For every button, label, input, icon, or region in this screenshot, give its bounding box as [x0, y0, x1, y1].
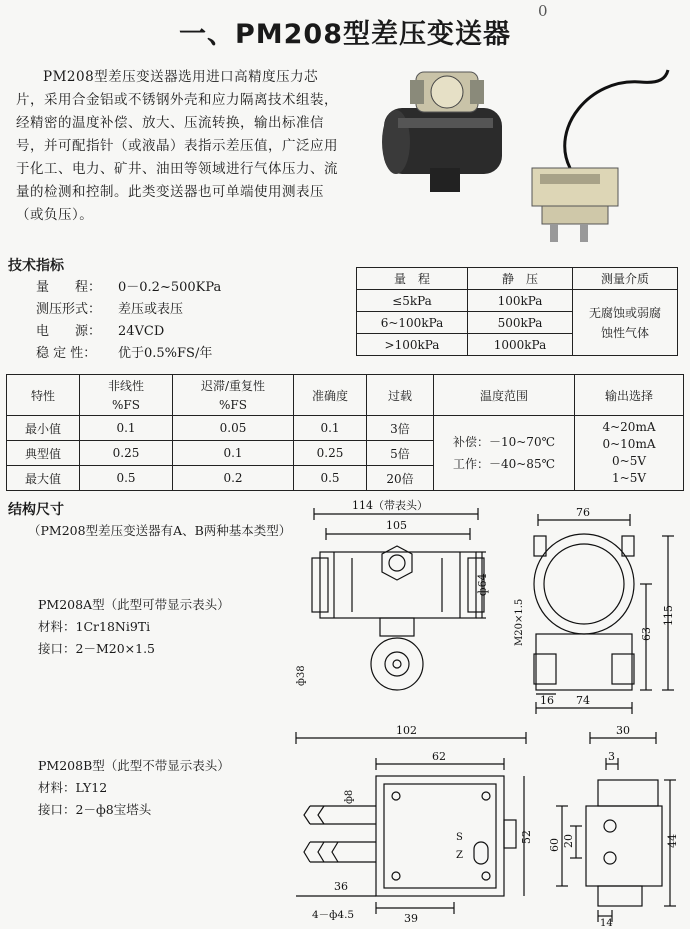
- type-b-material: 材料：LY12: [38, 780, 108, 795]
- type-a-info: [38, 594, 230, 660]
- drawing-a-front: [296, 496, 496, 706]
- perf-temp: [434, 416, 575, 491]
- perf-cell: 0.05: [173, 416, 294, 441]
- output-option: 0~5V: [612, 454, 646, 468]
- dim-a-63: 63: [640, 627, 653, 641]
- spec-label: 电 源：: [36, 324, 102, 339]
- type-b-name: PM208B型（此型不带显示表头）: [38, 758, 230, 773]
- dim-a-16: 16: [540, 694, 554, 707]
- performance-table: [6, 374, 684, 491]
- product-photo-a: [378, 58, 528, 198]
- dim-b-102: 102: [396, 724, 417, 737]
- output-option: 1~5V: [612, 471, 646, 485]
- drawing-b-side: [546, 724, 686, 929]
- dim-b-30: 30: [616, 724, 630, 737]
- perf-cell: 0.25: [80, 441, 173, 466]
- dim-a-d38: ф38: [296, 665, 307, 686]
- range-cell: 1000kPa: [468, 334, 573, 356]
- perf-cell: 0.5: [294, 466, 367, 491]
- range-header: 量 程: [357, 268, 468, 290]
- dim-a-d64: ф64: [476, 573, 489, 596]
- temp-work: 工作：－40~85℃: [452, 457, 556, 471]
- range-cell: 6~100kPa: [357, 312, 468, 334]
- perf-header: 温度范围: [434, 375, 575, 416]
- type-a-port: 接口：2－M20×1.5: [38, 641, 156, 656]
- range-cell: ≤5kPa: [357, 290, 468, 312]
- perf-cell: 最大值: [7, 466, 80, 491]
- dim-b-36: 36: [334, 880, 348, 893]
- perf-subheader: %FS: [80, 395, 173, 416]
- dim-b-62: 62: [432, 750, 446, 763]
- dim-a-m20: M20×1.5: [514, 598, 525, 646]
- product-photo-b: [530, 68, 670, 248]
- dim-b-s: S: [456, 832, 463, 843]
- page-title: 一、PM208型差压变送器: [178, 19, 512, 50]
- range-header: 测量介质: [573, 268, 678, 290]
- dim-a-105: 105: [386, 519, 407, 532]
- type-a-material: 材料：1Cr18Ni9Ti: [38, 619, 151, 634]
- perf-cell: 典型值: [7, 441, 80, 466]
- perf-header: 非线性: [80, 375, 173, 396]
- dim-b-60: 60: [548, 838, 561, 852]
- dim-b-3: 3: [608, 750, 615, 763]
- output-option: 4~20mA: [602, 420, 656, 434]
- corner-mark: 0: [538, 2, 548, 20]
- dim-a-76: 76: [576, 506, 590, 519]
- spec-label: 稳 定 性：: [36, 346, 97, 361]
- dim-a-114: 114（带表头）: [352, 499, 428, 512]
- perf-header: 过载: [367, 375, 434, 416]
- perf-cell: 最小值: [7, 416, 80, 441]
- range-header: 静 压: [468, 268, 573, 290]
- spec-label: 量 程：: [36, 280, 102, 295]
- perf-outputs: [575, 416, 684, 491]
- perf-cell: 0.2: [173, 466, 294, 491]
- spec-value: 24VCD: [118, 324, 165, 339]
- spec-label: 测压形式：: [36, 302, 102, 317]
- intro-paragraph: PM208型差压变送器选用进口高精度压力芯片，采用合金铝或不锈钢外壳和应力隔离技术组装，经精密的温度补偿、放大、压流转换，输出标准信号，并可配指针（或液晶）表指示差压值，广泛应用于化工、电力、矿井、油田等领域进行气体压力、流量的检测和控制。此类变送器也可单端使用测表压（或负压）。: [16, 69, 338, 223]
- spec-value: 优于0.5%FS/年: [118, 346, 213, 361]
- structure-note: （PM208型差压变送器有A、B两种基本类型）: [28, 523, 292, 538]
- type-b-info: [38, 755, 230, 821]
- temp-comp: 补偿：－10~70℃: [452, 435, 556, 449]
- spec-row: [36, 321, 221, 343]
- dim-b-44: 44: [666, 834, 679, 848]
- spec-value: 差压或表压: [118, 302, 184, 317]
- perf-header: 输出选择: [575, 375, 684, 416]
- perf-cell: 3倍: [367, 416, 434, 441]
- dim-b-52: 52: [520, 830, 533, 844]
- spec-value: 0－0.2~500KPa: [118, 280, 222, 295]
- perf-header: 特性: [7, 375, 80, 416]
- range-medium: 无腐蚀或弱腐蚀性气体: [573, 290, 678, 356]
- spec-row: [36, 343, 221, 365]
- dim-b-z: Z: [456, 850, 463, 861]
- perf-header: 准确度: [294, 375, 367, 416]
- range-table: [356, 267, 678, 356]
- perf-cell: 0.1: [173, 441, 294, 466]
- perf-header: 迟滞/重复性: [173, 375, 294, 396]
- dim-b-holes: 4－ф4.5: [312, 909, 355, 921]
- drawing-b-front: [290, 724, 540, 926]
- dim-b-39: 39: [404, 912, 418, 925]
- dim-b-20: 20: [562, 834, 575, 848]
- perf-cell: 5倍: [367, 441, 434, 466]
- dim-a-74: 74: [576, 694, 590, 707]
- dim-a-115: 115: [662, 605, 675, 626]
- perf-cell: 0.1: [294, 416, 367, 441]
- drawing-a-side: [496, 506, 686, 716]
- perf-cell: 0.25: [294, 441, 367, 466]
- dim-b-14: 14: [600, 918, 613, 929]
- type-a-name: PM208A型（此型可带显示表头）: [38, 597, 230, 612]
- structure-heading: 结构尺寸: [8, 502, 64, 518]
- range-cell: >100kPa: [357, 334, 468, 356]
- specs-heading: 技术指标: [8, 258, 64, 274]
- range-cell: 100kPa: [468, 290, 573, 312]
- specs-list: [36, 277, 221, 365]
- spec-row: [36, 277, 221, 299]
- intro-text: [16, 66, 346, 227]
- perf-cell: 20倍: [367, 466, 434, 491]
- perf-subheader: %FS: [173, 395, 294, 416]
- range-cell: 500kPa: [468, 312, 573, 334]
- type-b-port: 接口：2－ф8宝塔头: [38, 802, 152, 817]
- spec-row: [36, 299, 221, 321]
- perf-cell: 0.5: [80, 466, 173, 491]
- dim-b-d8: ф8: [344, 789, 355, 804]
- perf-cell: 0.1: [80, 416, 173, 441]
- output-option: 0~10mA: [602, 437, 656, 451]
